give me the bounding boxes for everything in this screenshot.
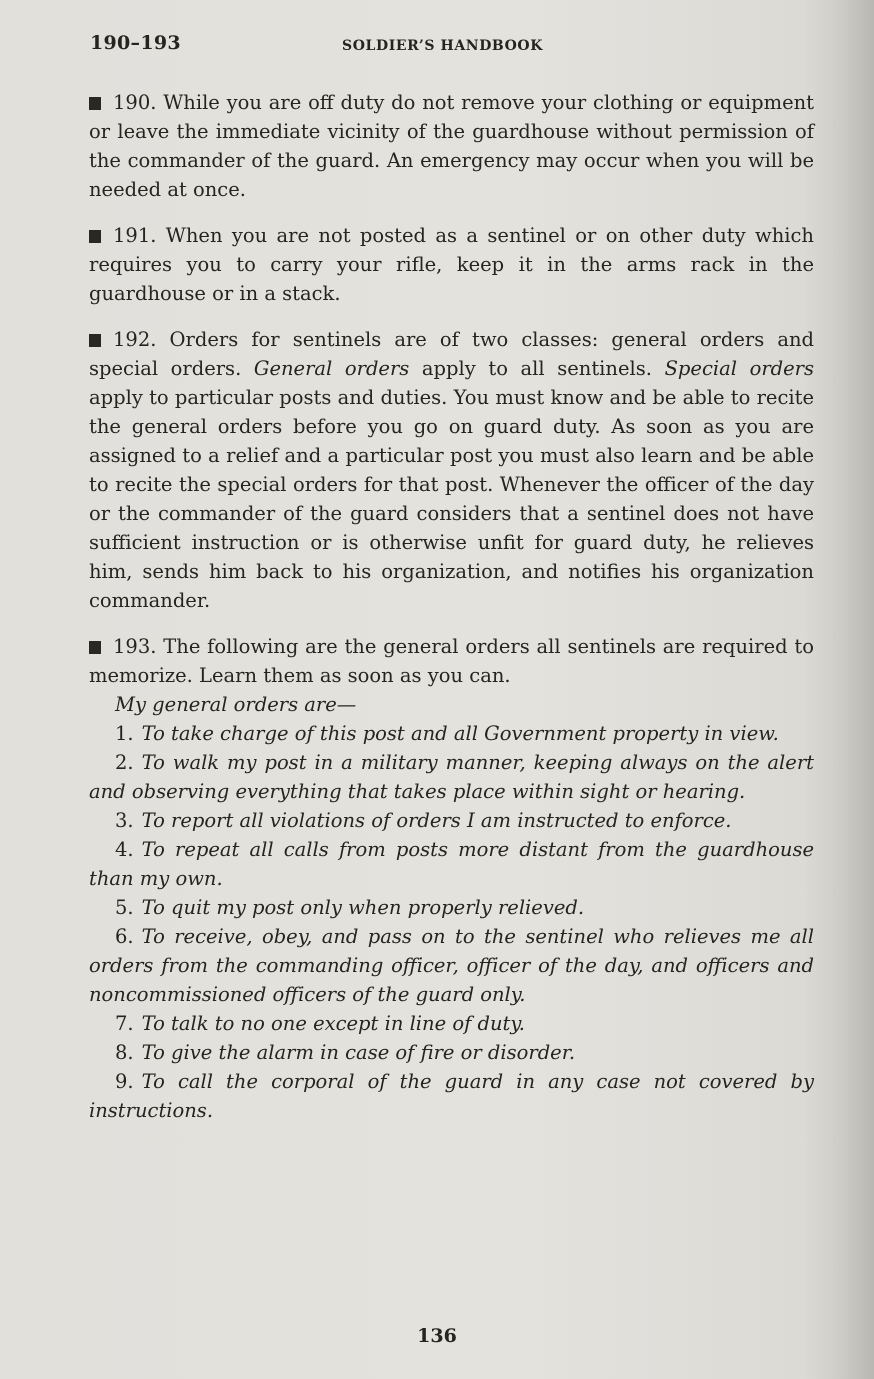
general-order-item <box>89 1038 814 1067</box>
order-number: 9. <box>115 1070 134 1093</box>
paragraph-text: apply to all sentinels. <box>421 357 652 380</box>
paragraph-text: Orders for sentinels are of two classes: general orders and special orders. <box>89 328 815 380</box>
order-text: To quit my post only when properly relieved. <box>141 896 585 919</box>
order-number: 8. <box>115 1041 134 1064</box>
general-orders-lead: My general orders are— <box>115 693 357 716</box>
paragraph-text: apply to particular posts and duties. You must know and be able to recite the general orders before you go on guard duty. As soon as you are assigned to a relief and a particular post you must also learn and be able to recite the special orders for that post. Whenever the officer of the day or the commander of the guard considers that a sentinel does not have sufficient instruction or is otherwise unfit for guard duty, he relieves him, sends him back to his organization, and notifies his organization commander. <box>89 386 814 612</box>
paragraph-191 <box>89 221 814 308</box>
order-text: To receive, obey, and pass on to the sentinel who relieves me all orders from the commanding officer, officer of the day, and officers and noncommissioned officers of the guard only. <box>89 925 814 1006</box>
page-range: 190–193 <box>90 32 181 54</box>
paragraph-number: 191. <box>113 224 157 247</box>
order-number: 1. <box>115 722 134 745</box>
section-marker-icon <box>89 641 101 654</box>
order-number: 3. <box>115 809 134 832</box>
order-number: 6. <box>115 925 134 948</box>
general-order-item <box>89 1009 814 1038</box>
paragraph-text: When you are not posted as a sentinel or on other duty which requires you to carry your rifle, keep it in the arms rack in the guardhouse or in a stack. <box>89 224 814 305</box>
order-number: 7. <box>115 1012 134 1035</box>
order-number: 5. <box>115 896 134 919</box>
page-header <box>90 32 814 62</box>
paragraph-text: While you are off duty do not remove your clothing or equipment or leave the immediate vicinity of the guardhouse without permission of the commander of the guard. An emergency may occur when you will be needed at once. <box>89 91 814 201</box>
general-order-item <box>89 922 814 1009</box>
order-text: To report all violations of orders I am instructed to enforce. <box>141 809 732 832</box>
section-marker-icon <box>89 334 101 347</box>
order-text: To call the corporal of the guard in any case not covered by instructions. <box>89 1070 814 1122</box>
italic-term-general-orders: General orders <box>253 357 410 380</box>
order-number: 4. <box>115 838 134 861</box>
order-text: To walk my post in a military manner, keeping always on the alert and observing everything that takes place within sight or hearing. <box>89 751 814 803</box>
paragraph-192 <box>89 325 814 615</box>
paragraph-190 <box>89 88 814 204</box>
paragraph-number: 193. <box>113 635 157 658</box>
general-orders-list <box>89 719 814 1125</box>
order-text: To talk to no one except in line of duty. <box>141 1012 526 1035</box>
order-number: 2. <box>115 751 134 774</box>
section-marker-icon <box>89 230 101 243</box>
running-title: SOLDIER’S HANDBOOK <box>342 38 543 54</box>
page-body <box>89 88 814 1125</box>
general-order-item <box>89 806 814 835</box>
general-order-item <box>89 719 814 748</box>
order-text: To repeat all calls from posts more distant from the guardhouse than my own. <box>89 838 814 890</box>
paragraph-193 <box>89 632 814 690</box>
general-order-item <box>89 835 814 893</box>
section-marker-icon <box>89 97 101 110</box>
order-text: To take charge of this post and all Government property in view. <box>141 722 779 745</box>
italic-term-special-orders: Special orders <box>664 357 814 380</box>
paragraph-number: 190. <box>113 91 157 114</box>
order-text: To give the alarm in case of fire or disorder. <box>141 1041 576 1064</box>
general-order-item <box>89 1067 814 1125</box>
general-order-item <box>89 893 814 922</box>
general-order-item <box>89 748 814 806</box>
paragraph-text: The following are the general orders all sentinels are required to memorize. Learn them as soon as you can. <box>89 635 814 687</box>
paragraph-number: 192. <box>113 328 157 351</box>
page-number: 136 <box>417 1325 457 1347</box>
